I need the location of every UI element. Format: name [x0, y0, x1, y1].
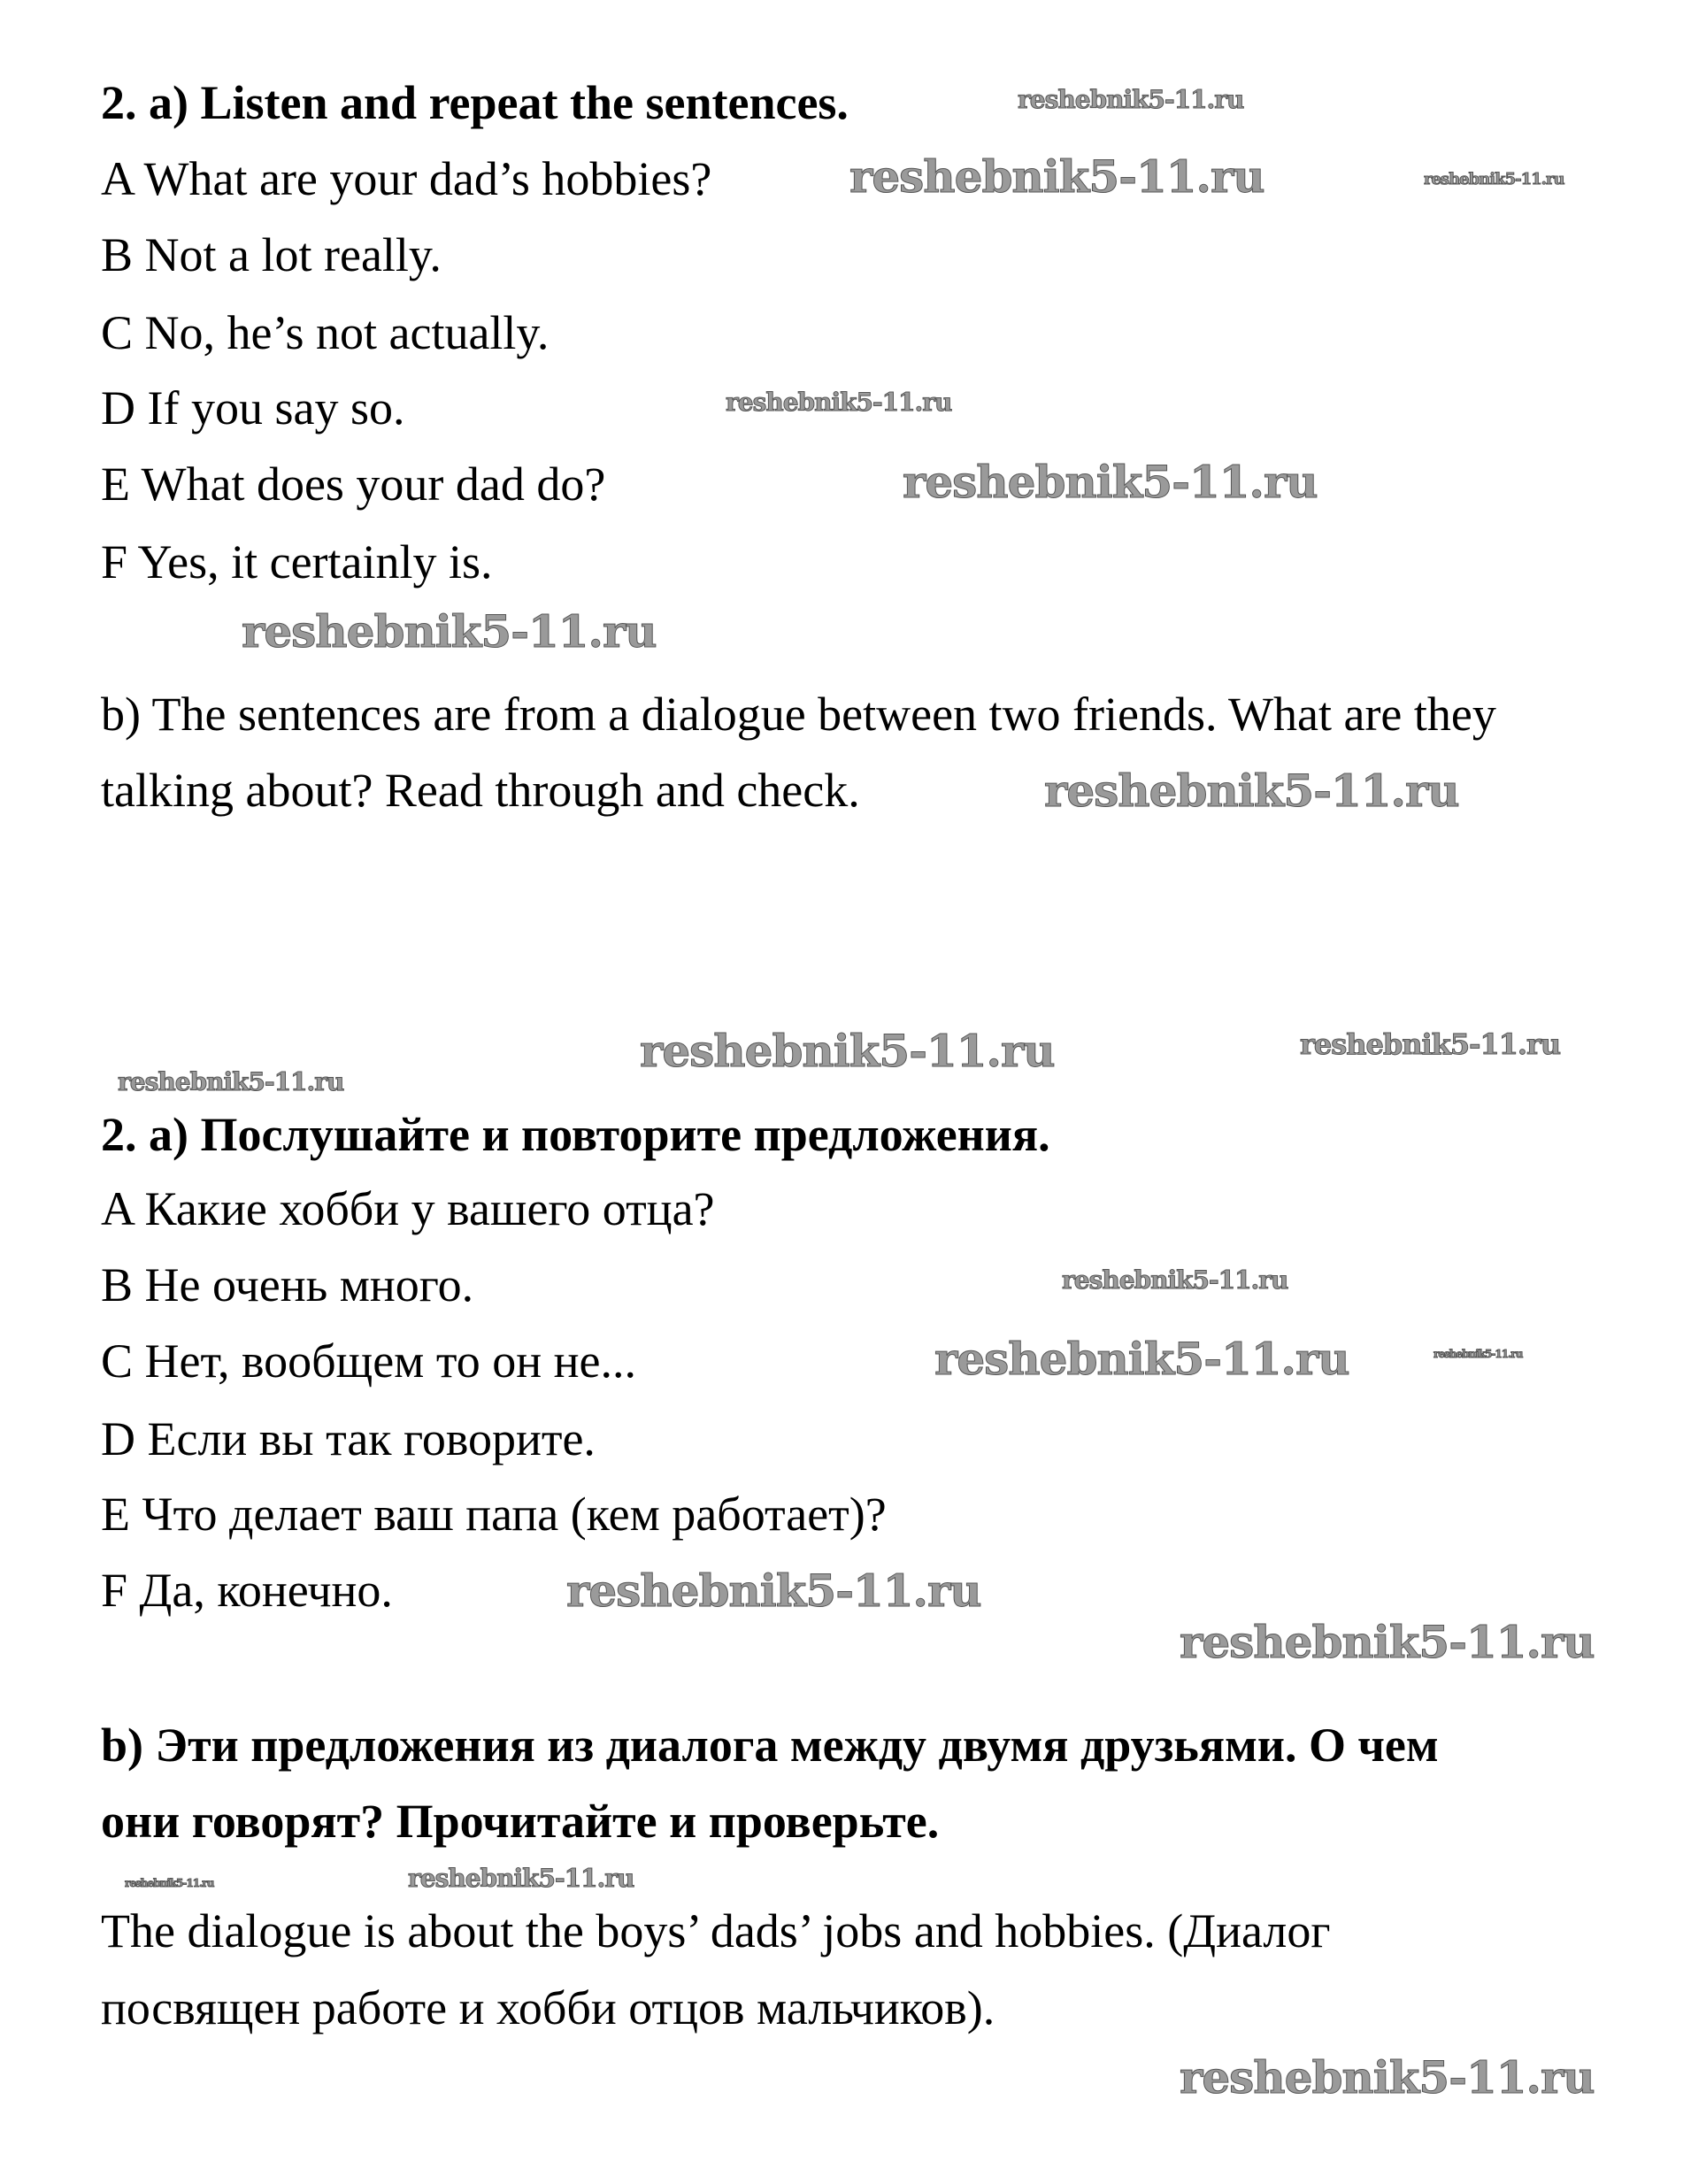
sentence-f-ru: F Да, конечно. — [101, 1564, 393, 1617]
part-b-line2-ru: они говорят? Прочитайте и проверьте. — [101, 1795, 940, 1848]
sentence-d-en: D If you say so. — [101, 381, 405, 434]
watermark: reshebnik5-11.ru — [903, 456, 1318, 508]
watermark: reshebnik5-11.ru — [118, 1067, 344, 1096]
watermark: reshebnik5-11.ru — [934, 1333, 1349, 1385]
part-b-line2-en: talking about? Read through and check. — [101, 764, 860, 817]
watermark: reshebnik5-11.ru — [849, 150, 1264, 203]
answer-line2: посвящен работе и хобби отцов мальчиков). — [101, 1981, 995, 2034]
watermark: reshebnik5-11.ru — [1424, 170, 1564, 188]
sentence-b-en: B Not a lot really. — [101, 228, 442, 281]
watermark: reshebnik5-11.ru — [125, 1877, 214, 1889]
watermark: reshebnik5-11.ru — [1062, 1265, 1288, 1295]
watermark: reshebnik5-11.ru — [1434, 1348, 1523, 1360]
watermark: reshebnik5-11.ru — [640, 1025, 1055, 1077]
sentence-d-ru: D Если вы так говорите. — [101, 1412, 596, 1465]
sentence-e-ru: E Что делает ваш папа (кем работает)? — [101, 1488, 887, 1541]
sentence-a-ru: A Какие хобби у вашего отца? — [101, 1182, 715, 1235]
exercise-heading-en: 2. a) Listen and repeat the sentences. — [101, 76, 849, 129]
watermark: reshebnik5-11.ru — [566, 1565, 981, 1617]
watermark: reshebnik5-11.ru — [408, 1864, 634, 1893]
watermark: reshebnik5-11.ru — [1044, 765, 1459, 817]
sentence-c-ru: C Нет, вообщем то он не... — [101, 1334, 636, 1388]
answer-line1: The dialogue is about the boys’ dads’ jobs and hobbies. (Диалог — [101, 1904, 1331, 1957]
part-b-line1-en: b) The sentences are from a dialogue between two friends. What are they — [101, 688, 1496, 741]
watermark: reshebnik5-11.ru — [726, 388, 952, 417]
part-b-line1-ru: b) Эти предложения из диалога между двумя друзьями. О чем — [101, 1719, 1439, 1772]
watermark: reshebnik5-11.ru — [242, 605, 657, 658]
sentence-e-en: E What does your dad do? — [101, 458, 606, 511]
sentence-b-ru: B Не очень много. — [101, 1258, 474, 1311]
sentence-f-en: F Yes, it certainly is. — [101, 535, 493, 588]
watermark: reshebnik5-11.ru — [1180, 1616, 1595, 1668]
sentence-a-en: A What are your dad’s hobbies? — [101, 152, 712, 205]
sentence-c-en: C No, he’s not actually. — [101, 306, 550, 359]
watermark: reshebnik5-11.ru — [1300, 1027, 1561, 1061]
exercise-heading-ru: 2. а) Послушайте и повторите предложения. — [101, 1108, 1050, 1161]
watermark: reshebnik5-11.ru — [1180, 2051, 1595, 2103]
watermark: reshebnik5-11.ru — [1018, 85, 1244, 114]
